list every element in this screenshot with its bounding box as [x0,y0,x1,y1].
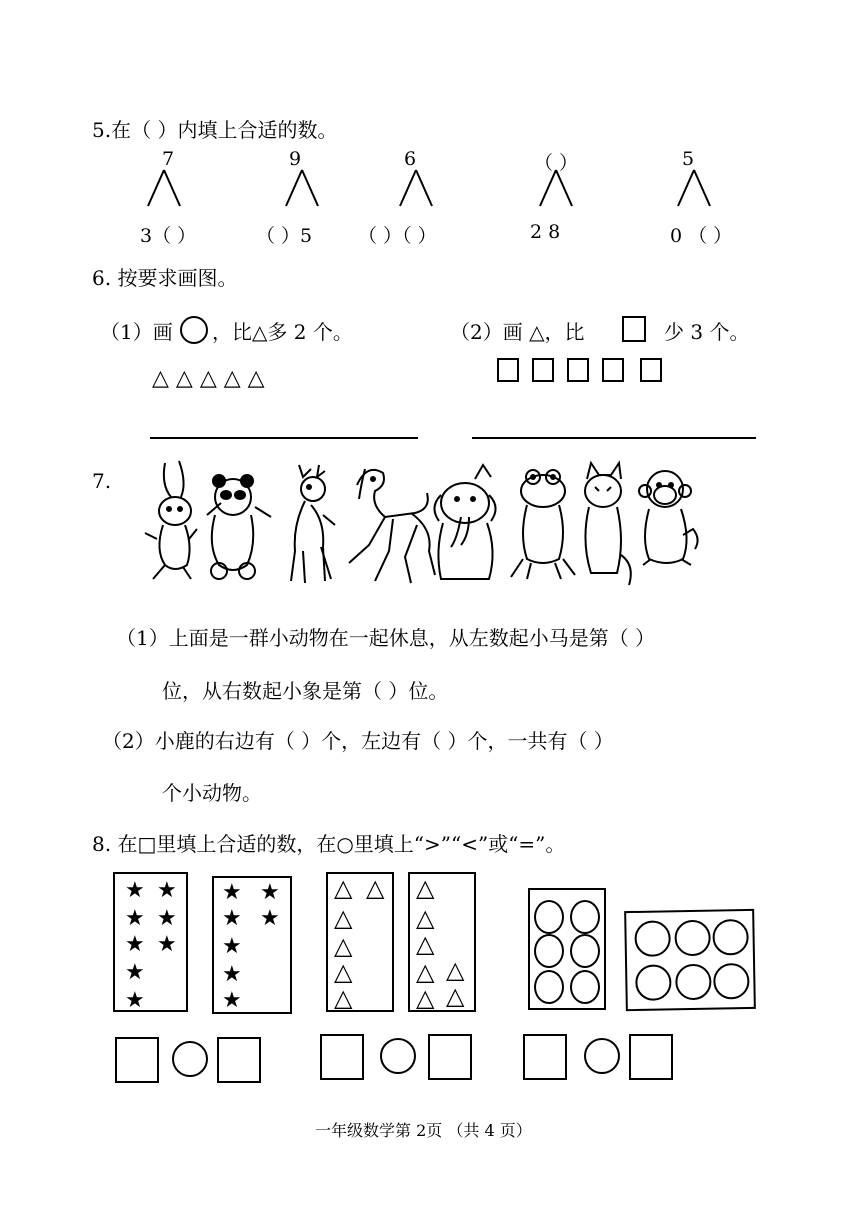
q7-number: 7. [92,469,112,493]
answer-box-right[interactable] [428,1034,472,1080]
answer-box-left[interactable] [320,1034,364,1080]
triangle-box-right [408,872,476,1012]
circle-icon [180,316,208,344]
star-icon: ★ [125,988,145,1013]
triangle-box-left [326,872,394,1012]
deer-icon [291,465,335,583]
triangle-icon: △ [366,874,385,902]
q6-part1-triangles: △ △ △ △ △ [152,366,265,391]
star-icon: ★ [157,878,177,903]
circle-icon [635,964,672,1001]
square-icon [622,316,646,342]
star-icon: ★ [222,906,242,931]
q6-part1-text: ，比△多 2 个。 [212,320,353,344]
square-icon [640,358,662,382]
answer-box-right[interactable] [629,1034,673,1080]
triangle-icon: △ [334,958,353,986]
triangle-icon: △ [416,874,435,902]
square-icon [532,358,554,382]
star-icon: ★ [260,880,280,905]
q8-title: 8. 在□里填上合适的数，在○里填上“>”“<”或“=”。 [92,832,566,856]
compare-circle[interactable] [584,1038,620,1074]
bond-bottom: 3（ ） [140,225,197,247]
panda-icon [207,475,271,579]
triangle-icon: △ [416,930,435,958]
bond-branch-icon [676,168,712,208]
circle-icon [713,963,750,1000]
answer-line-1[interactable] [150,437,418,439]
bond-top: 5 [681,148,695,170]
star-icon: ★ [260,906,280,931]
bond-bottom: 2 8 [530,221,561,243]
monkey-icon [639,471,698,565]
bond-branch-icon [538,168,574,208]
star-icon: ★ [125,960,145,985]
star-icon: ★ [125,878,145,903]
q7-part2-line1: （2）小鹿的右边有（ ）个，左边有（ ）个，一共有（ ） [102,729,614,753]
circle-icon [712,919,749,956]
compare-circle[interactable] [380,1038,416,1074]
frog-icon [511,470,575,579]
bond-bottom: 0 （ ） [670,225,733,247]
bond-branch-icon [146,168,182,208]
star-box-right [212,876,292,1014]
q5-title: 5.在（ ）内填上合适的数。 [92,118,338,142]
bond-bottom: （ ）5 [256,225,313,247]
star-icon: ★ [222,934,242,959]
q6-part2-label: （2）画 △，比 [450,320,585,344]
cat-icon [585,463,631,585]
circle-icon [674,920,711,957]
star-icon: ★ [157,932,177,957]
star-icon: ★ [222,988,242,1013]
star-icon: ★ [125,932,145,957]
triangle-icon: △ [334,932,353,960]
circle-icon [634,920,671,957]
bond-top: 9 [288,148,302,170]
bond-branch-icon [398,168,434,208]
triangle-icon: △ [416,958,435,986]
star-icon: ★ [157,906,177,931]
triangle-icon: △ [446,982,465,1010]
answer-box-left[interactable] [115,1037,159,1083]
triangle-icon: △ [446,956,465,984]
circle-icon [570,900,600,934]
animals-illustration [135,455,705,595]
circle-icon [534,970,564,1004]
q7-part1-line1: （1）上面是一群小动物在一起休息，从左数起小马是第（ ） [116,626,656,650]
bond-top: 7 [161,148,175,170]
circle-icon [570,934,600,968]
horse-icon [349,469,435,583]
bond-top: （ ） [533,152,579,174]
triangle-icon: △ [334,984,353,1012]
star-icon: ★ [222,880,242,905]
circle-icon [570,970,600,1004]
square-icon [497,358,519,382]
elephant-icon [434,465,495,579]
bond-branch-icon [284,168,320,208]
q6-part1-label: （1）画 [100,320,173,344]
circle-icon [534,934,564,968]
q7-part1-line2: 位，从右数起小象是第（ ）位。 [162,679,449,703]
circle-icon [534,900,564,934]
circle-box-right [624,909,756,1011]
square-icon [602,358,624,382]
q7-part2-line2: 个小动物。 [162,781,262,805]
rabbit-icon [145,461,197,579]
q6-part2-text: 少 3 个。 [664,320,750,344]
star-box-left [113,872,188,1012]
triangle-icon: △ [334,904,353,932]
answer-line-2[interactable] [472,437,756,439]
circle-box-left [528,888,606,1010]
page-footer: 一年级数学第 2页 （共 4 页） [315,1121,532,1140]
bond-bottom: （ ）（ ） [358,225,437,247]
star-icon: ★ [222,962,242,987]
compare-circle[interactable] [172,1041,208,1077]
bond-top: 6 [403,148,417,170]
circle-icon [675,964,712,1001]
answer-box-left[interactable] [523,1034,567,1080]
star-icon: ★ [125,906,145,931]
square-icon [567,358,589,382]
triangle-icon: △ [416,984,435,1012]
triangle-icon: △ [416,904,435,932]
q6-title: 6. 按要求画图。 [92,266,238,290]
triangle-icon: △ [334,874,353,902]
answer-box-right[interactable] [217,1037,261,1083]
